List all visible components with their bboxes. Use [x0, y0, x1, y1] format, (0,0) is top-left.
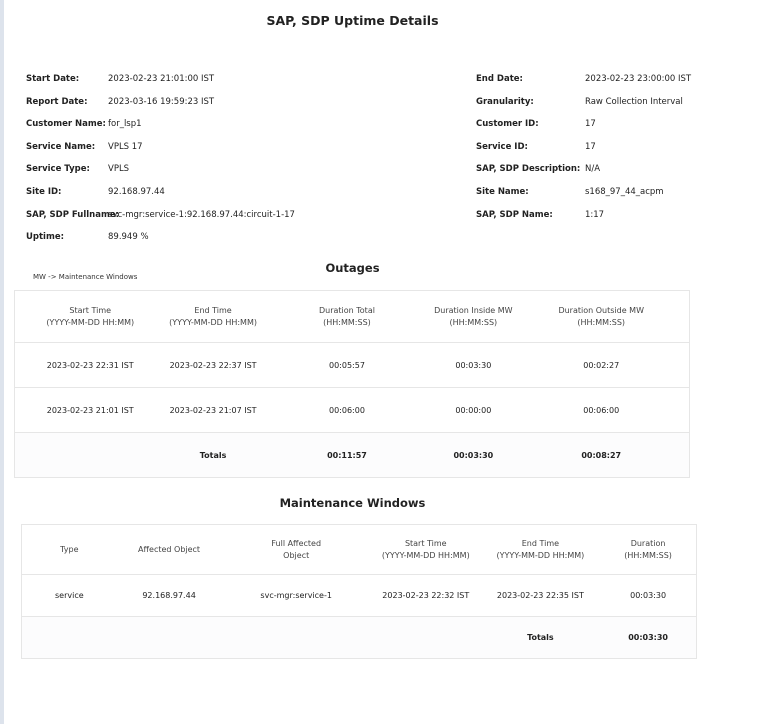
column-header: Duration Outside MW (HH:MM:SS) — [513, 291, 689, 343]
table-cell: 2023-02-23 21:07 IST — [165, 388, 260, 433]
table-cell: 2023-02-23 22:35 IST — [481, 575, 601, 617]
detail-label: SAP, SDP Name: — [476, 209, 553, 220]
totals-cell: 00:08:27 — [513, 433, 689, 478]
totals-cell: 00:11:57 — [261, 433, 434, 478]
table-cell: 92.168.97.44 — [117, 575, 222, 617]
totals-cell: 00:03:30 — [433, 433, 513, 478]
table-cell: 00:00:00 — [433, 388, 513, 433]
totals-cell — [221, 617, 371, 659]
totals-cell: Totals — [165, 433, 260, 478]
detail-label: Service Name: — [26, 141, 96, 152]
detail-value: for_lsp1 — [108, 119, 142, 130]
detail-label: Report Date: — [26, 96, 88, 107]
totals-cell — [117, 617, 222, 659]
detail-label: Site ID: — [26, 187, 62, 197]
table-cell: 00:02:27 — [513, 343, 689, 388]
page-title: SAP, SDP Uptime Details — [266, 13, 439, 28]
detail-value: 17 — [585, 119, 596, 130]
detail-label: Start Date: — [26, 74, 80, 84]
outages-table — [14, 290, 690, 478]
table-row — [22, 575, 697, 617]
detail-value: 92.168.97.44 — [108, 187, 165, 197]
column-header: Affected Object — [117, 525, 222, 575]
table-cell: 2023-02-23 22:37 IST — [165, 343, 260, 388]
table-row — [15, 388, 690, 433]
detail-value: N/A — [585, 164, 601, 175]
outages-title: Outages — [325, 261, 380, 275]
totals-cell — [371, 617, 481, 659]
table-row — [15, 343, 690, 388]
table-cell: 00:05:57 — [261, 343, 434, 388]
totals-row — [15, 433, 690, 478]
column-header: Duration Total (HH:MM:SS) — [261, 291, 434, 343]
column-header: Full Affected Object — [221, 525, 371, 575]
detail-value: 1:17 — [585, 209, 605, 220]
detail-value: VPLS 17 — [108, 141, 143, 152]
detail-value: 89.949 % — [108, 232, 149, 243]
table-cell: svc-mgr:service-1 — [221, 575, 371, 617]
column-header: Duration Inside MW (HH:MM:SS) — [433, 291, 513, 343]
mw-legend-note: MW -> Maintenance Windows — [33, 273, 138, 281]
detail-label: Service Type: — [26, 164, 90, 175]
detail-value: 2023-02-23 21:01:00 IST — [108, 74, 215, 84]
table-cell: 00:03:30 — [433, 343, 513, 388]
detail-label: End Date: — [476, 74, 523, 84]
table-header-row — [22, 525, 697, 575]
column-header: End Time (YYYY-MM-DD HH:MM) — [481, 525, 601, 575]
totals-cell: Totals — [481, 617, 601, 659]
totals-cell: 00:03:30 — [600, 617, 696, 659]
detail-value: 2023-03-16 19:59:23 IST — [108, 96, 215, 107]
table-cell: 00:06:00 — [261, 388, 434, 433]
table-cell: 2023-02-23 22:31 IST — [15, 343, 166, 388]
table-cell: 2023-02-23 22:32 IST — [371, 575, 481, 617]
maintenance-windows-title: Maintenance Windows — [279, 496, 426, 510]
table-cell: 00:03:30 — [600, 575, 696, 617]
detail-value: VPLS — [108, 164, 130, 175]
left-edge-strip — [0, 0, 4, 724]
column-header: Start Time (YYYY-MM-DD HH:MM) — [15, 291, 166, 343]
totals-row — [22, 617, 697, 659]
detail-value: 2023-02-23 23:00:00 IST — [585, 74, 692, 84]
column-header: Duration (HH:MM:SS) — [600, 525, 696, 575]
totals-cell — [22, 617, 117, 659]
detail-value: svc-mgr:service-1:92.168.97.44:circuit-1-17 — [108, 209, 295, 220]
column-header: End Time (YYYY-MM-DD HH:MM) — [165, 291, 260, 343]
detail-value: 17 — [585, 141, 596, 152]
detail-label: Uptime: — [26, 232, 64, 243]
table-cell: 2023-02-23 21:01 IST — [15, 388, 166, 433]
column-header: Start Time (YYYY-MM-DD HH:MM) — [371, 525, 481, 575]
totals-cell — [15, 433, 166, 478]
column-header: Type — [22, 525, 117, 575]
detail-value: s168_97_44_acpm — [585, 187, 664, 197]
detail-label: Customer ID: — [476, 119, 539, 130]
detail-value: Raw Collection Interval — [585, 96, 683, 107]
maintenance-windows-table — [21, 524, 697, 659]
table-header-row — [15, 291, 690, 343]
detail-label: SAP, SDP Description: — [476, 164, 581, 175]
detail-label: Service ID: — [476, 141, 528, 152]
detail-label: Granularity: — [476, 96, 534, 107]
table-cell: 00:06:00 — [513, 388, 689, 433]
table-cell: service — [22, 575, 117, 617]
detail-label: SAP, SDP Fullname: — [26, 209, 119, 220]
detail-label: Site Name: — [476, 187, 529, 197]
detail-label: Customer Name: — [26, 119, 106, 130]
